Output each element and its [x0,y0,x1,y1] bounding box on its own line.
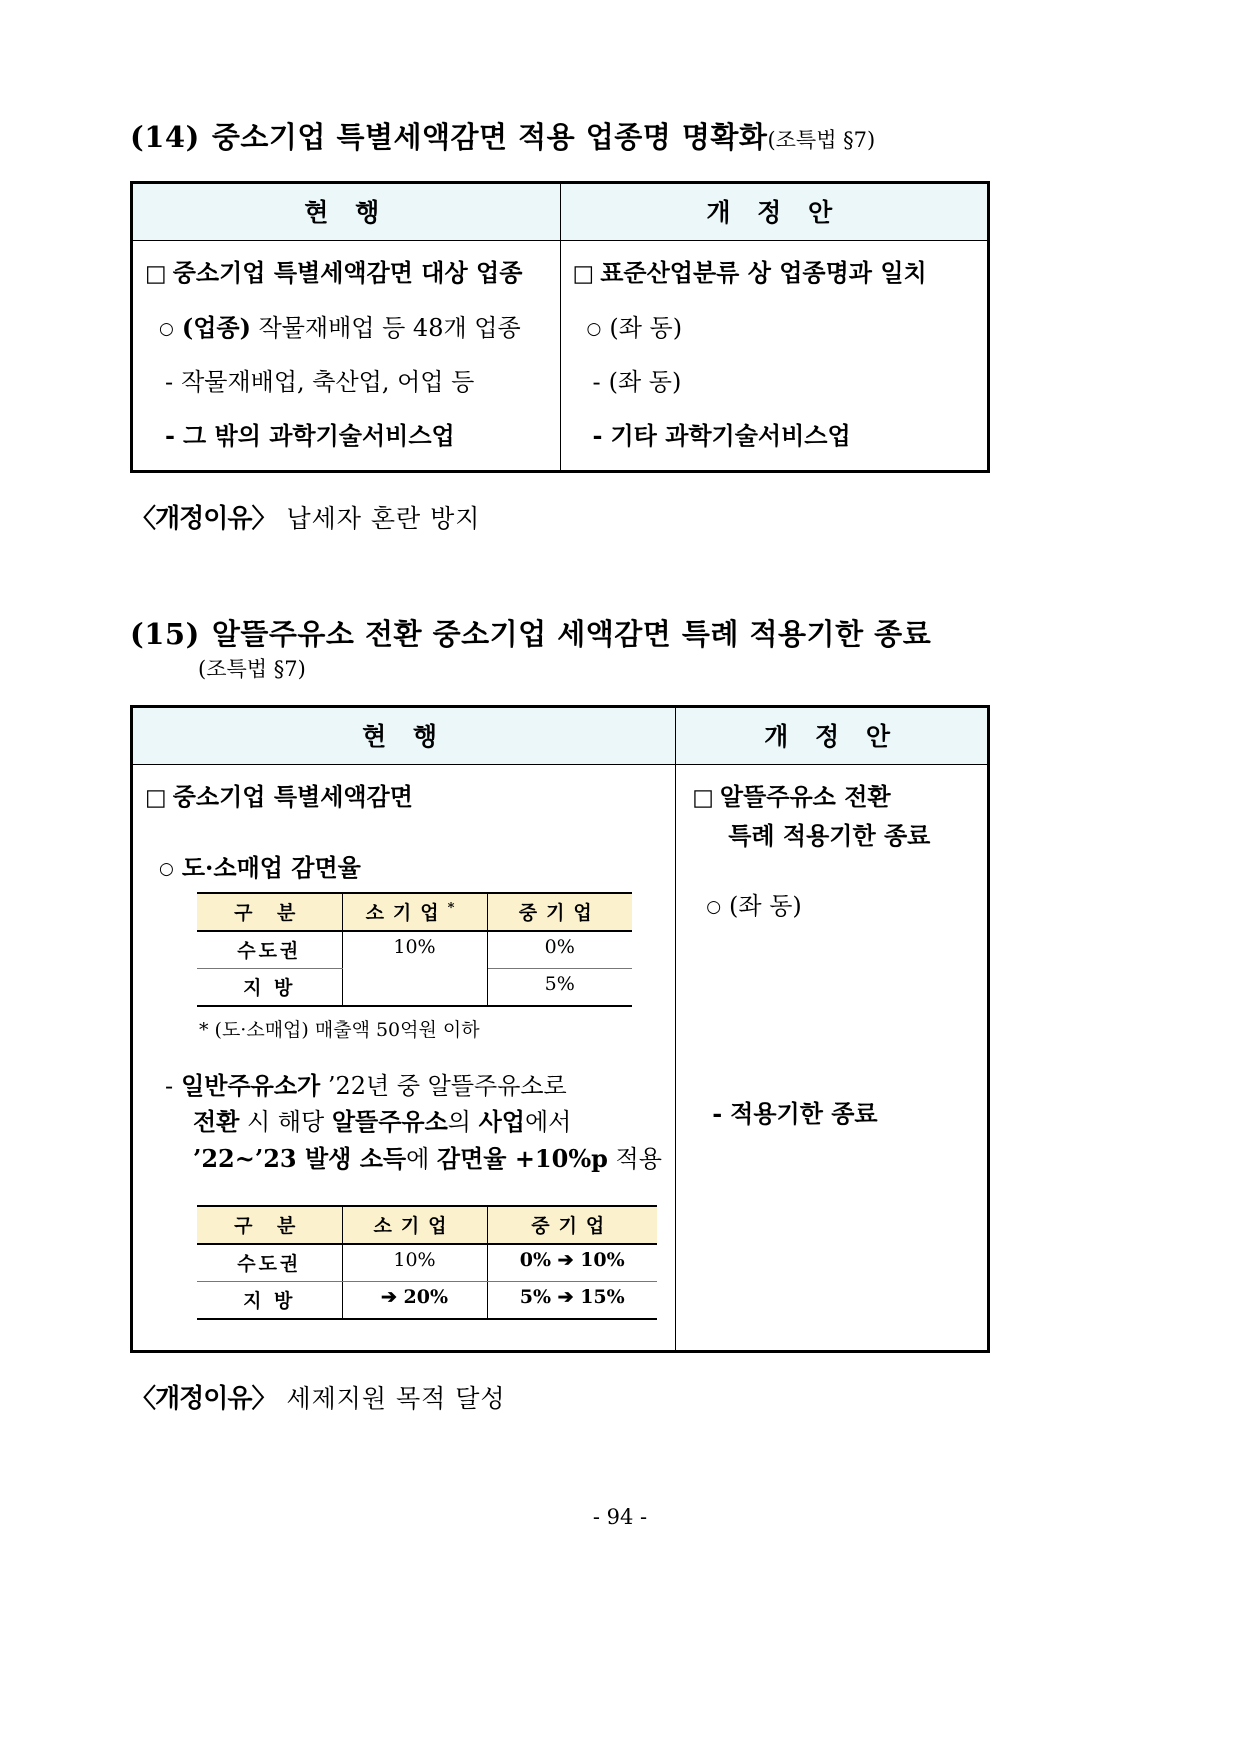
square-bullet-icon: □ [572,260,595,288]
current15-heading: □ 중소기업 특별세액감면 [145,782,413,812]
current-line-2: ○ (업종) 작물재배업 등 48개 업종 [159,312,521,342]
circle-bullet-icon: ○ [586,318,602,339]
current-line-3: - 작물재배업, 축산업, 어업 등 [165,367,475,396]
section-15-heading [130,615,990,654]
rt2-r2-label: 지 방 [197,1282,342,1320]
section-15-title: 알뜰주유소 전환 중소기업 세액감면 특례 적용기한 종료 [211,617,932,652]
current-line-4: - 그 밖의 과학기술서비스업 [165,420,455,450]
table-body-row [132,241,989,472]
cell-current-14 [132,241,561,472]
rt1-r1-label: 수도권 [197,931,342,969]
revised-line-2: ○ (좌 동) [586,313,683,342]
revised15-sub2: - 적용기한 종료 [712,1098,878,1128]
section-14-number: (14) [130,120,200,154]
section-14-reason [130,501,990,537]
rt2-r1-small: 10% [342,1244,487,1282]
page-number: - 94 - [592,1505,648,1529]
rt2-r1-label: 수도권 [197,1244,342,1282]
comparison-table-15 [130,705,990,1353]
square-bullet-icon: □ [692,784,714,812]
comparison-table-14 [130,181,990,473]
reason-tag: 〈개정이유〉 [130,1384,277,1415]
rate-table-1-row [197,931,632,969]
page-content [130,0,990,1418]
revised15-heading-l2: 특례 적용기한 종료 [728,820,931,850]
circle-bullet-icon: ○ [706,896,722,917]
rate-table-2-header [197,1206,657,1244]
rt1-r2-medium: 5% [544,972,575,995]
current15-paragraph: - 일반주유소가 ’22년 중 알뜰주유소로 전환 시 해당 알뜰주유소의 사업에서 ’22~’23 발생 소득에 감면율 +10%p 적용 [165,1070,662,1173]
dash-bullet-icon: - [165,367,174,396]
rt2-col-small: 소기업 [342,1206,487,1244]
section-14-heading [130,118,990,157]
section-15-number: (15) [130,617,200,652]
dash-bullet-icon: - [165,1071,174,1100]
footnote-marker: * [447,900,464,916]
square-bullet-icon: □ [145,260,167,288]
header-current: 현 행 [132,183,561,241]
circle-bullet-icon: ○ [159,858,174,879]
dash-bullet-icon: - [165,420,175,450]
current-line-1: □ 중소기업 특별세액감면 대상 업종 [145,258,523,288]
rate-table-1-header [197,893,632,931]
table-body-row [132,765,989,1352]
revised-line-3: - (좌 동) [592,367,682,396]
rate-table-2 [197,1205,657,1320]
rt2-col-medium: 중기업 [487,1206,657,1244]
rate-table-2-row [197,1282,657,1320]
rt1-r1-medium: 0% [487,931,632,969]
reason-text: 납세자 혼란 방지 [286,503,481,533]
revised15-heading-l1: □ 알뜰주유소 전환 [692,782,891,812]
rt2-r1-medium: 0% ➔ 10% [487,1244,657,1282]
rate-table-1-footnote: * (도·소매업) 매출액 50억원 이하 [199,1018,480,1041]
table-header-row [132,183,989,241]
section-14-ref: (조특법 §7) [767,128,876,152]
rt1-r2-label: 지 방 [197,968,342,1006]
revised15-sub1: ○ (좌 동) [706,891,802,920]
reason-text: 세제지원 목적 달성 [286,1384,506,1414]
rt2-col-division: 구 분 [197,1206,342,1244]
header-revised: 개 정 안 [560,183,989,241]
rate-table-2-row [197,1244,657,1282]
square-bullet-icon: □ [145,784,167,812]
current15-sub1: ○ 도·소매업 감면율 [159,852,361,882]
revised-line-1: □ 표준산업분류 상 업종명과 일치 [572,258,927,288]
rt2-r2-small: ➔ 20% [342,1282,487,1320]
rate-table-1 [197,892,632,1007]
cell-revised-15 [676,765,989,1352]
table-header-row [132,707,989,765]
rt1-small-merged: 10% [342,931,487,1006]
rt1-col-division: 구 분 [197,893,342,931]
section-15-ref: (조특법 §7) [198,657,306,682]
section-15-reason [130,1381,990,1417]
revised-line-4: - 기타 과학기술서비스업 [592,420,851,450]
cell-revised-14 [560,241,989,472]
dash-bullet-icon: - [712,1098,723,1128]
cell-current-15 [132,765,676,1352]
header-current: 현 행 [132,707,676,765]
dash-bullet-icon: - [592,420,603,450]
section-14-title: 중소기업 특별세액감면 적용 업종명 명확화 [211,120,768,154]
rt2-r2-medium: 5% ➔ 15% [519,1286,625,1309]
rt1-col-medium: 중기업 [487,893,632,931]
dash-bullet-icon: - [592,367,601,396]
rt1-col-small: 소기업* [342,893,487,931]
circle-bullet-icon: ○ [159,318,174,339]
reason-tag: 〈개정이유〉 [130,503,277,534]
header-revised: 개 정 안 [676,707,989,765]
